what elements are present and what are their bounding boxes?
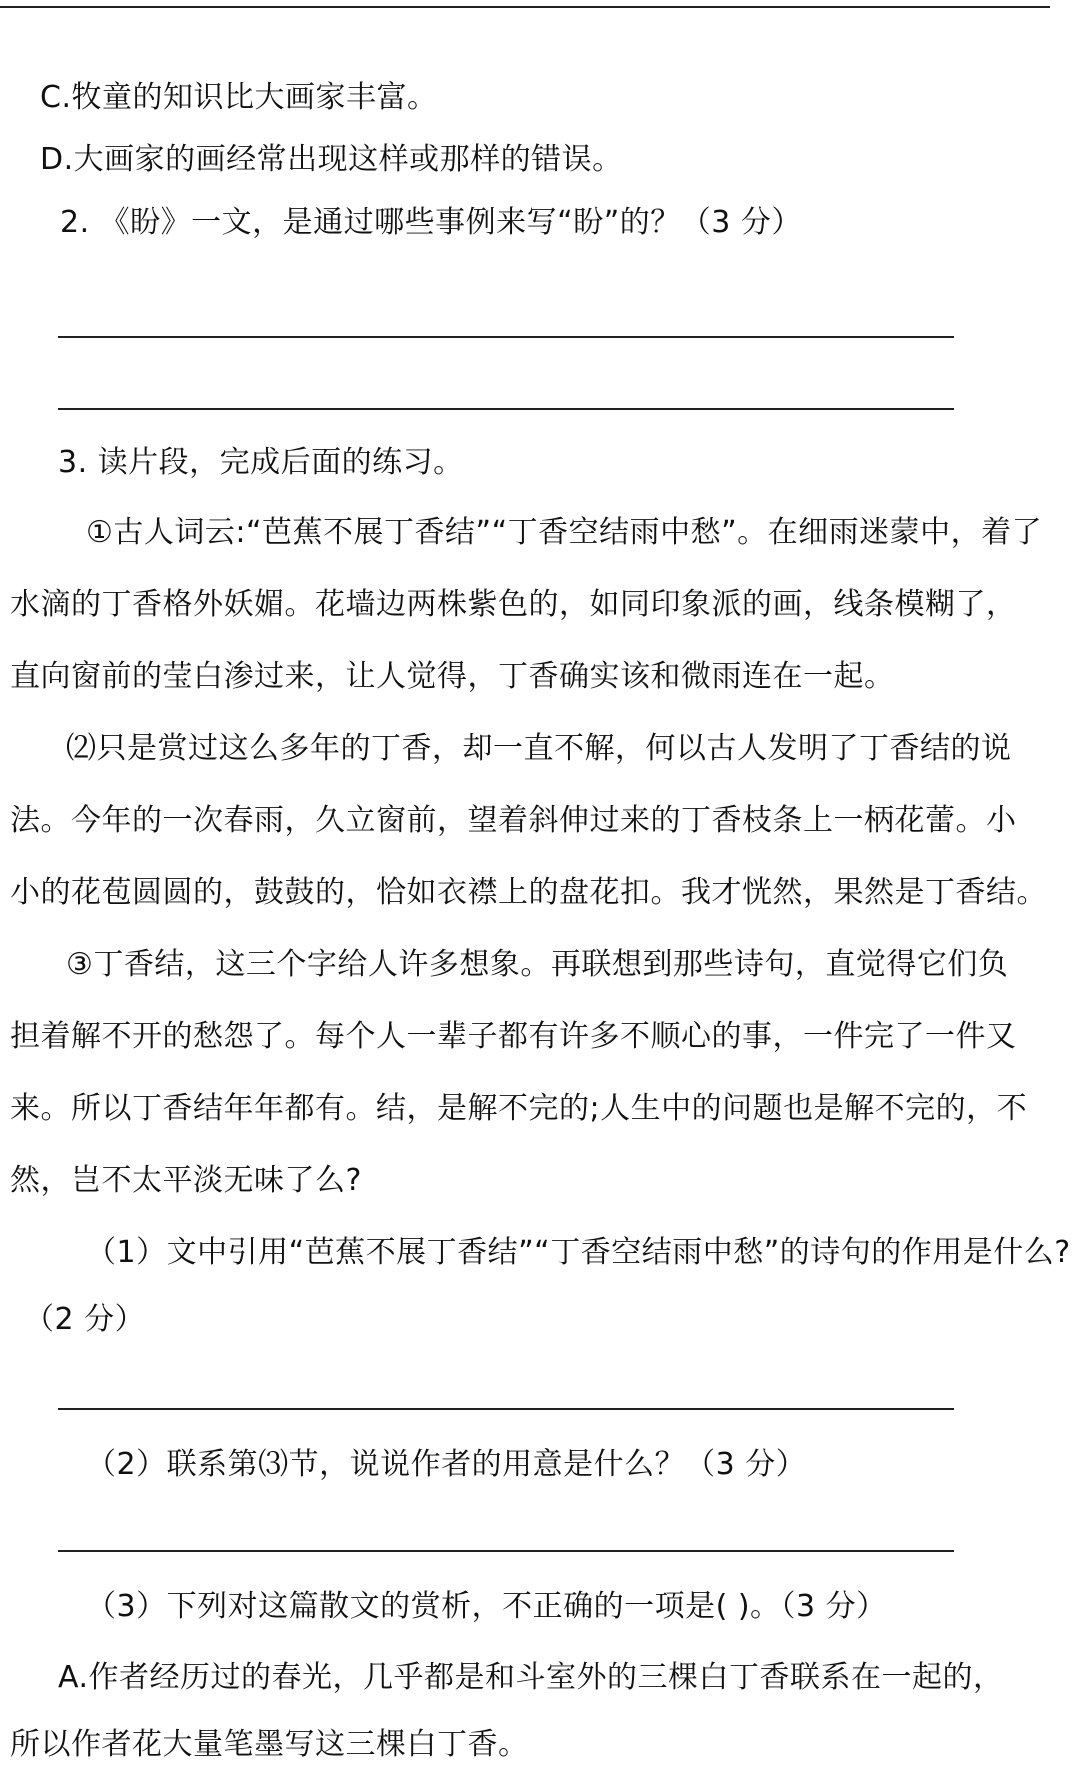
answer-line-q2-2 [58, 408, 954, 410]
passage-line-6: 小的花苞圆圆的，鼓鼓的，恰如衣襟上的盘花扣。我才恍然，果然是丁香结。 [10, 875, 1047, 910]
option-c: C.牧童的知识比大画家丰富。 [40, 80, 438, 115]
passage-line-7: ③丁香结，这三个字给人许多想象。再联想到那些诗句，直觉得它们负 [66, 947, 1009, 982]
option-a-line-1: A.作者经历过的春光，几乎都是和斗室外的三棵白丁香联系在一起的， [58, 1660, 1004, 1695]
question-2: 2. 《盼》一文，是通过哪些事例来写“盼”的？（3 分） [60, 205, 802, 240]
answer-line-sub1 [58, 1408, 954, 1410]
passage-line-5: 法。今年的一次春雨，久立窗前，望着斜伸过来的丁香枝条上一柄花蕾。小 [10, 803, 1017, 838]
passage-line-3: 直向窗前的莹白渗过来，让人觉得，丁香确实该和微雨连在一起。 [10, 659, 895, 694]
option-d: D.大画家的画经常出现这样或那样的错误。 [40, 142, 623, 177]
question-3-intro: 3. 读片段，完成后面的练习。 [58, 445, 464, 480]
passage-line-10: 然，岂不太平淡无味了么? [10, 1163, 362, 1198]
answer-line-sub2 [58, 1550, 954, 1552]
passage-line-2: 水滴的丁香格外妖媚。花墙边两株紫色的，如同印象派的画，线条模糊了， [10, 587, 1017, 622]
sub-question-1: （1）文中引用“芭蕉不展丁香结”“丁香空结雨中愁”的诗句的作用是什么? [86, 1235, 1071, 1270]
top-divider [0, 6, 1050, 8]
answer-line-q2-1 [58, 336, 954, 338]
sub-question-2: （2）联系第⑶节，说说作者的用意是什么？（3 分） [86, 1447, 807, 1482]
passage-line-1: ①古人词云:“芭蕉不展丁香结”“丁香空结雨中愁”。在细雨迷蒙中，着了 [86, 515, 1043, 550]
passage-line-4: ⑵只是赏过这么多年的丁香，却一直不解，何以古人发明了丁香结的说 [66, 731, 1012, 766]
passage-line-9: 来。所以丁香结年年都有。结，是解不完的;人生中的问题也是解不完的，不 [10, 1091, 1028, 1126]
sub-question-3: （3）下列对这篇散文的赏析，不正确的一项是( )。（3 分） [86, 1589, 887, 1624]
sub-question-1-score: （2 分） [24, 1302, 146, 1337]
passage-line-8: 担着解不开的愁怨了。每个人一辈子都有许多不顺心的事，一件完了一件又 [10, 1019, 1017, 1054]
option-a-line-2: 所以作者花大量笔墨写这三棵白丁香。 [10, 1727, 529, 1762]
